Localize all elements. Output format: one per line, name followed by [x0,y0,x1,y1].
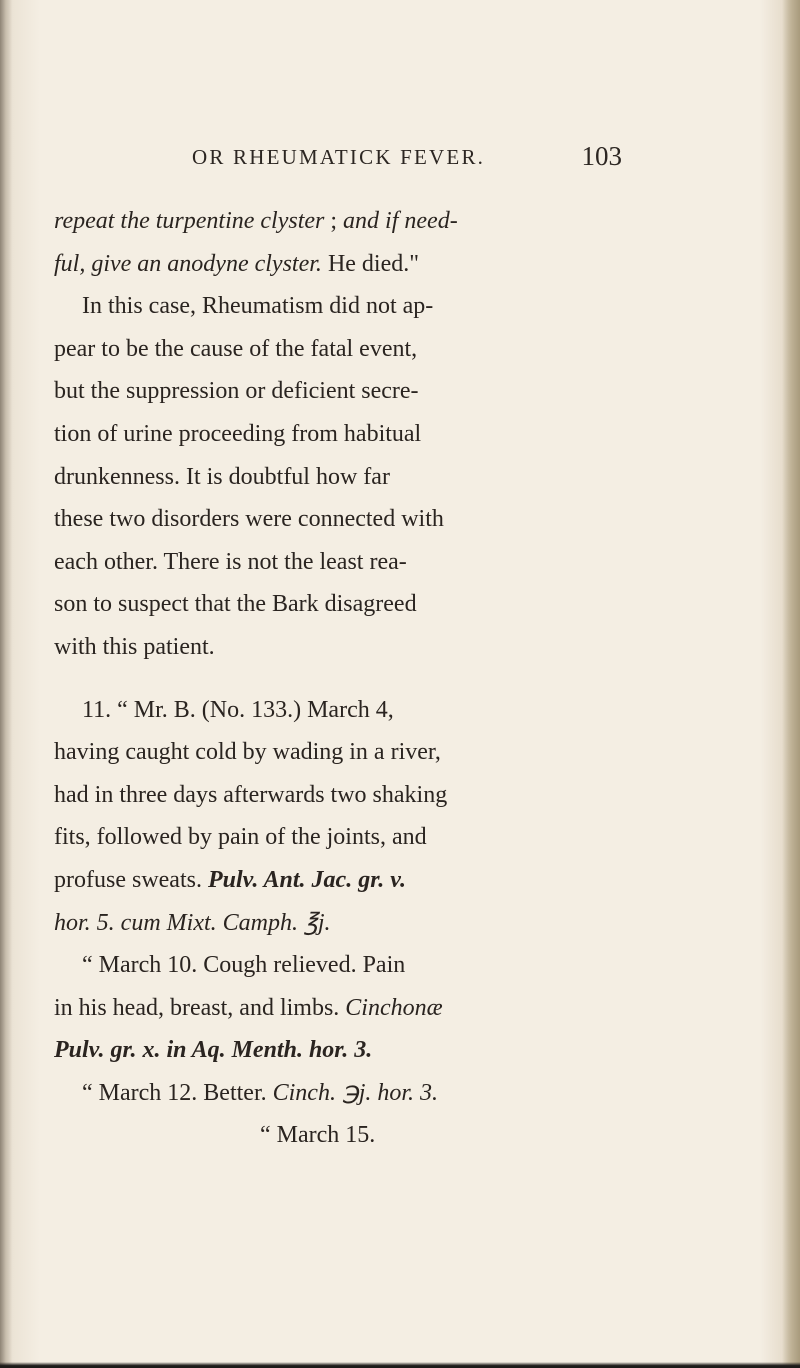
italic-text: Cinchonæ [345,994,443,1021]
text-line [54,200,614,243]
text-run: in his head, breast, and limbs. [54,994,346,1021]
text-run: profuse sweats. [54,866,208,893]
text-line: son to suspect that the Bark disagreed [54,591,417,618]
text-line [54,987,614,1030]
text-line: pear to be the cause of the fatal event, [54,335,418,362]
text-line: had in three days afterwards two shaking [54,781,448,808]
text-line: but the suppression or deficient secre- [54,378,419,405]
text-line: having caught cold by wading in a river, [54,739,441,766]
latin-prescription: Pulv. Ant. Jac. gr. v. [207,866,406,893]
italic-text: and if need- [343,208,458,234]
text-line: “ March 10. Cough relieved. Pain [82,952,406,979]
text-line: In this case, Rheumatism did not ap- [82,293,434,320]
text-line: tion of urine proceeding from habitual [54,420,422,447]
text-line: with this patient. [54,633,215,660]
body-text [54,200,614,1157]
italic-text: Cinch. ℈j. hor. 3. [272,1079,439,1106]
page-binding-shadow-left [0,0,12,1368]
text-run: He died." [321,250,420,277]
page-edge-shadow-right [782,0,800,1368]
text-line [54,859,614,902]
text-line: 11. “ Mr. B. (No. 133.) March 4, [82,696,394,723]
running-head: OR RHEUMATICK FEVER. [192,145,486,169]
text-run: “ March 12. Better. [82,1079,273,1106]
text-line: fits, followed by pain of the joints, and [54,824,427,851]
paragraph-gap [54,669,614,689]
text-line: “ March 15. [260,1122,376,1149]
bottom-edge-shadow [0,1362,800,1368]
italic-text: repeat the turpentine clyster [54,208,325,234]
italic-text: ful, give an anodyne clyster. [54,250,322,277]
text-line [54,243,614,286]
text-line: drunkenness. It is doubtful how far [54,463,390,490]
text-run: ; [324,208,344,234]
page-number: 103 [581,141,622,171]
text-line: these two disorders were connected with [54,506,444,533]
page-header [192,141,622,175]
text-line: each other. There is not the least rea- [54,548,407,575]
text-line [54,1072,614,1115]
text-line: hor. 5. cum Mixt. Camph. ℥j. [54,909,331,936]
text-line: Pulv. gr. x. in Aq. Menth. hor. 3. [54,1037,373,1064]
